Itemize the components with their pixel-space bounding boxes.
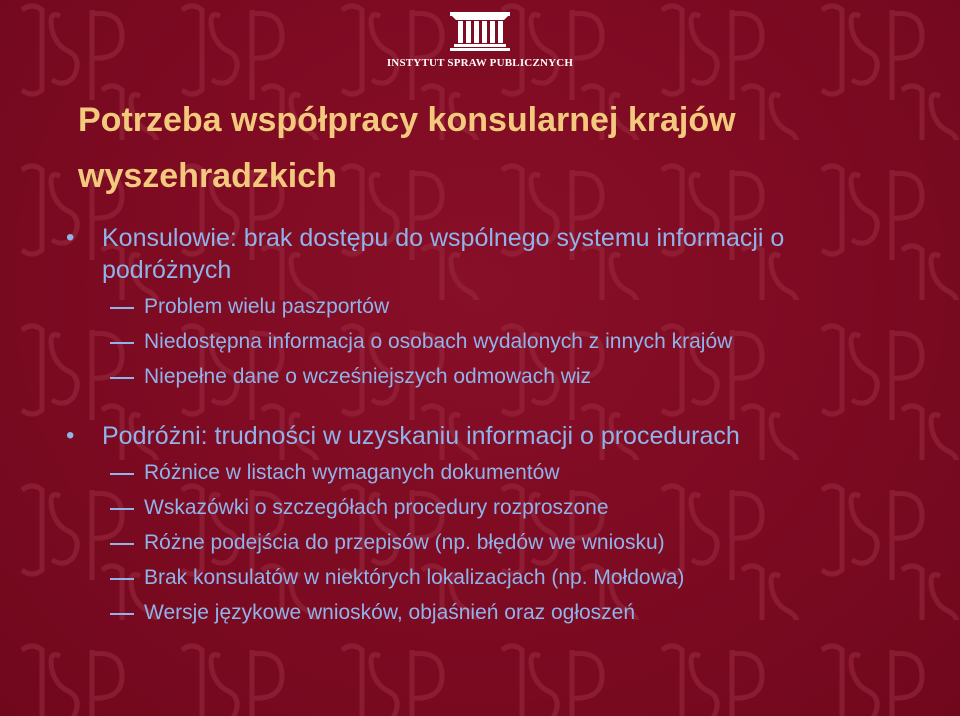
sub-item: Niedostępna informacja o osobach wydalonych z innych krajów	[60, 325, 920, 360]
sub-item: Różnice w listach wymaganych dokumentów	[60, 456, 920, 491]
sub-item: Wskazówki o szczegółach procedury rozproszone	[60, 491, 920, 526]
sub-list-consuls	[60, 290, 920, 394]
sub-item: Wersje językowe wniosków, objaśnień oraz ogłoszeń	[60, 596, 920, 631]
sub-item: Brak konsulatów w niektórych lokalizacjach (np. Mołdowa)	[60, 561, 920, 596]
columns-building-icon	[446, 10, 514, 52]
slide-content	[60, 222, 920, 630]
bullet-text: Podróżni: trudności w uzyskaniu informacji o procedurach	[102, 422, 740, 451]
bullet-consuls	[60, 222, 920, 286]
bullet-text: Konsulowie: brak dostępu do wspólnego systemu informacji o podróżnych	[102, 224, 785, 284]
sub-list-travelers	[60, 456, 920, 630]
institute-name: INSTYTUT SPRAW PUBLICZNYCH	[386, 57, 574, 69]
bullet-travelers	[60, 420, 920, 452]
sub-item: Problem wielu paszportów	[60, 290, 920, 325]
sub-item: Różne podejścia do przepisów (np. błędów we wniosku)	[60, 526, 920, 561]
sub-item: Niepełne dane o wcześniejszych odmowach wiz	[60, 360, 920, 395]
institute-logo	[360, 10, 600, 72]
slide-title: Potrzeba współpracy konsularnej krajów wyszehradzkich	[78, 101, 736, 195]
